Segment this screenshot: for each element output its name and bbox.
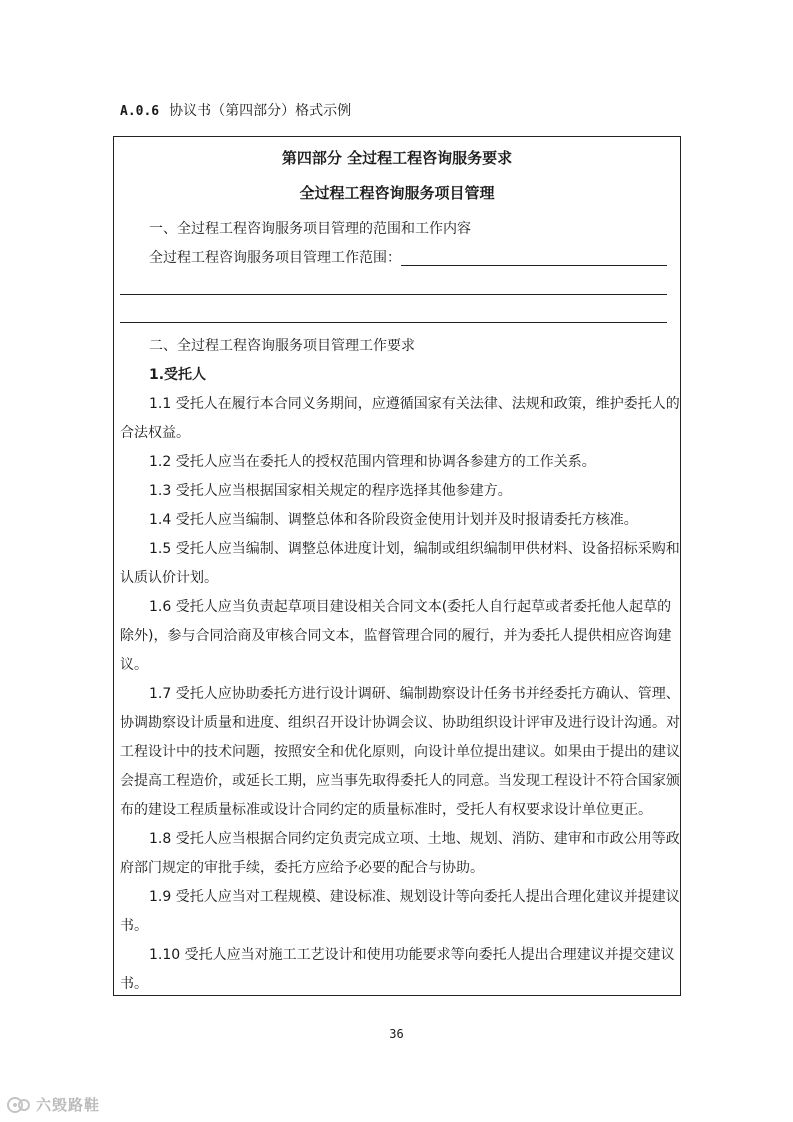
section-code: A.0.6 <box>120 104 160 119</box>
clause-line: 合法权益。 <box>120 425 190 441</box>
clause-line: 1.3 受托人应当根据国家相关规定的程序选择其他参建方。 <box>149 483 512 499</box>
requirements-heading: 二、全过程工程咨询服务项目管理工作要求 <box>149 338 415 354</box>
clause-line: 布的建设工程质量标准或设计合同约定的质量标准时，受托人有权要求设计单位更正。 <box>120 802 652 818</box>
agreement-form-box <box>113 136 681 996</box>
clause-line: 协调勘察设计质量和进度、组织召开设计协调会议、协助组织设计评审及进行设计沟通。对 <box>120 715 680 731</box>
scope-blank-line-1 <box>401 265 667 266</box>
clause-line: 议。 <box>120 657 148 673</box>
scope-label: 全过程工程咨询服务项目管理工作范围： <box>149 250 401 266</box>
clause-line: 除外)，参与合同洽商及审核合同文本，监督管理合同的履行，并为委托人提供相应咨询建 <box>120 628 672 644</box>
form-subtitle: 全过程工程咨询服务项目管理 <box>299 184 495 202</box>
clause-line: 书。 <box>120 976 148 992</box>
subsection-client-agent: 1.受托人 <box>149 367 207 383</box>
clause-line: 认质认价计划。 <box>120 570 218 586</box>
clause-line: 1.1 受托人在履行本合同义务期间，应遵循国家有关法律、法规和政策，维护委托人的 <box>149 396 680 412</box>
clause-line: 府部门规定的审批手续，委托方应给予必要的配合与协助。 <box>120 860 484 876</box>
clause-line: 1.4 受托人应当编制、调整总体和各阶段资金使用计划并及时报请委托方核准。 <box>149 512 638 528</box>
clause-line: 1.10 受托人应当对施工工艺设计和使用功能要求等向委托人提出合理建议并提交建议 <box>149 947 675 963</box>
section-title: 协议书（第四部分）格式示例 <box>169 103 352 119</box>
watermark <box>6 1094 100 1115</box>
clause-line: 书。 <box>120 918 148 934</box>
clause-line: 1.7 受托人应协助委托方进行设计调研、编制勘察设计任务书并经委托方确认、管理、 <box>149 686 680 702</box>
page-number: 36 <box>389 1027 404 1041</box>
clause-line: 1.5 受托人应当编制、调整总体进度计划，编制或组织编制甲供材料、设备招标采购和 <box>149 541 680 557</box>
watermark-text: 六毁路鞋 <box>36 1096 101 1114</box>
clause-line: 1.2 受托人应当在委托人的授权范围内管理和协调各参建方的工作关系。 <box>149 454 596 470</box>
clause-line: 会提高工程造价，或延长工期，应当事先取得委托人的同意。当发现工程设计不符合国家颁 <box>120 773 680 789</box>
logo-mark-icon <box>6 1095 32 1115</box>
clause-line: 1.6 受托人应当负责起草项目建设相关合同文本(委托人自行起草或者委托他人起草的 <box>149 599 672 615</box>
clause-line: 1.9 受托人应当对工程规模、建设标准、规划设计等向委托人提出合理化建议并提建议 <box>149 889 680 905</box>
scope-blank-line-2 <box>120 294 667 295</box>
form-title: 第四部分 全过程工程咨询服务要求 <box>281 149 513 167</box>
scope-heading: 一、全过程工程咨询服务项目管理的范围和工作内容 <box>149 221 471 237</box>
clause-line: 1.8 受托人应当根据合同约定负责完成立项、土地、规划、消防、建审和市政公用等政 <box>149 831 680 847</box>
scope-blank-line-3 <box>120 322 667 323</box>
section-heading <box>120 101 351 122</box>
clause-line: 工程设计中的技术问题，按照安全和优化原则，向设计单位提出建议。如果由于提出的建议 <box>120 744 680 760</box>
